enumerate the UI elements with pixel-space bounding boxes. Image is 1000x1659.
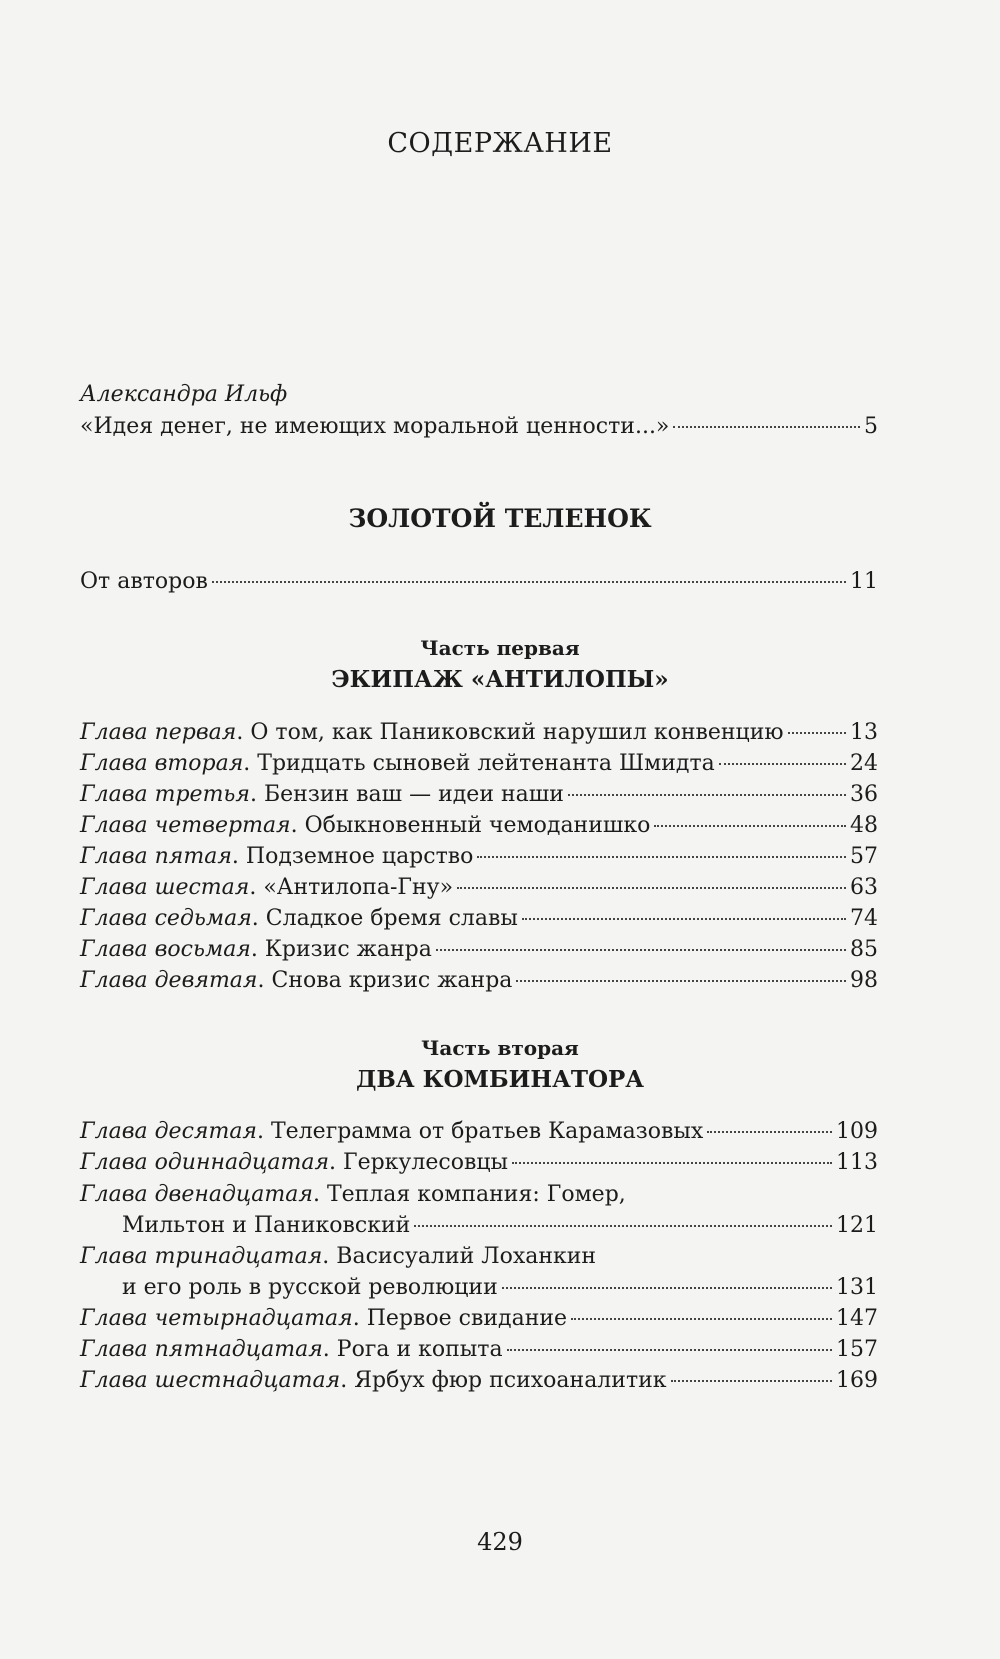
preface-author: Александра Ильф — [80, 382, 288, 407]
entry-title: От авторов — [80, 569, 208, 594]
toc-entry-chapter-15: Глава пятнадцатая. Рога и копыта 157 — [80, 1335, 878, 1365]
page-ref: 13 — [850, 720, 878, 745]
page-title: СОДЕРЖАНИЕ — [387, 128, 613, 159]
chapter-number: Глава одиннадцатая — [80, 1150, 330, 1175]
chapter-number: Глава четырнадцатая — [80, 1306, 353, 1331]
chapter-title: Снова кризис жанра — [271, 968, 513, 993]
chapter-title-cont: Мильтон и Паниковский — [122, 1213, 411, 1238]
chapter-title: Бензин ваш — идеи наши — [263, 782, 564, 807]
chapter-number: Глава восьмая — [80, 937, 251, 962]
chapter-title: «Антилопа-Гну» — [263, 875, 454, 900]
dot-leader — [516, 980, 846, 982]
page-ref: 85 — [850, 937, 878, 962]
toc-entry-preface — [80, 412, 878, 442]
page-ref: 11 — [850, 569, 878, 594]
chapter-number: Глава пятнадцатая — [80, 1337, 323, 1362]
dot-leader — [457, 887, 846, 889]
dot-leader — [654, 825, 846, 827]
chapter-title: Подземное царство — [245, 844, 474, 869]
part1-title: ЭКИПАЖ «АНТИЛОПЫ» — [331, 666, 669, 693]
toc-entry-chapter-10: Глава десятая. Телеграмма от братьев Карамазовых 109 — [80, 1117, 878, 1147]
toc-entry-chapter-5: Глава пятая. Подземное царство 57 — [80, 842, 878, 872]
chapter-number: Глава тринадцатая — [80, 1244, 323, 1269]
chapter-number: Глава шестая — [80, 875, 250, 900]
toc-entry-from-authors — [80, 567, 878, 597]
page-ref: 169 — [836, 1368, 878, 1393]
chapter-number: Глава третья — [80, 782, 250, 807]
page-ref: 109 — [836, 1119, 878, 1144]
toc-entry-chapter-14: Глава четырнадцатая. Первое свидание 147 — [80, 1304, 878, 1334]
dot-leader — [673, 426, 860, 428]
chapter-number: Глава пятая — [80, 844, 232, 869]
chapter-number: Глава вторая — [80, 751, 244, 776]
toc-entry-chapter-1: Глава первая. О том, как Паниковский нарушил конвенцию 13 — [80, 718, 878, 748]
dot-leader — [512, 1162, 832, 1164]
page-ref: 24 — [850, 751, 878, 776]
dot-leader — [707, 1131, 832, 1133]
page-ref: 113 — [836, 1150, 878, 1175]
toc-entry-chapter-9: Глава девятая. Снова кризис жанра 98 — [80, 966, 878, 996]
page-ref: 36 — [850, 782, 878, 807]
entry-title: «Идея денег, не имеющих моральной ценности...» — [80, 414, 670, 439]
chapter-title-cont: и его роль в русской революции — [122, 1275, 498, 1300]
chapter-title: Ярбух фюр психоаналитик — [354, 1368, 667, 1393]
page-number: 429 — [477, 1528, 523, 1556]
page-ref: 74 — [850, 906, 878, 931]
dot-leader — [671, 1380, 832, 1382]
page-ref: 5 — [864, 414, 878, 439]
chapter-title: Сладкое бремя славы — [265, 906, 518, 931]
toc-entry-chapter-11: Глава одиннадцатая. Геркулесовцы 113 — [80, 1148, 878, 1178]
dot-leader — [502, 1287, 832, 1289]
page-ref: 63 — [850, 875, 878, 900]
page-ref: 121 — [836, 1213, 878, 1238]
dot-leader — [477, 856, 846, 858]
chapter-number: Глава шестнадцатая — [80, 1368, 341, 1393]
chapter-title: Васисуалий Лоханкин — [336, 1244, 597, 1269]
page-ref: 48 — [850, 813, 878, 838]
toc-entry-chapter-7: Глава седьмая. Сладкое бремя славы 74 — [80, 904, 878, 934]
chapter-number: Глава четвертая — [80, 813, 291, 838]
dot-leader — [414, 1225, 832, 1227]
page-ref: 57 — [850, 844, 878, 869]
page-ref: 157 — [836, 1337, 878, 1362]
part2-title: ДВА КОМБИНАТОРА — [355, 1066, 645, 1093]
book-title: ЗОЛОТОЙ ТЕЛЕНОК — [348, 504, 652, 533]
page-ref: 147 — [836, 1306, 878, 1331]
chapter-number: Глава двенадцатая — [80, 1182, 313, 1207]
chapter-title: О том, как Паниковский нарушил конвенцию — [250, 720, 784, 745]
dot-leader — [212, 581, 846, 583]
dot-leader — [719, 763, 846, 765]
dot-leader — [788, 732, 846, 734]
dot-leader — [522, 918, 846, 920]
chapter-number: Глава первая — [80, 720, 237, 745]
chapter-title: Рога и копыта — [336, 1337, 503, 1362]
toc-entry-chapter-13-line2 — [122, 1273, 878, 1303]
chapter-number: Глава девятая — [80, 968, 258, 993]
chapter-title: Теплая компания: Гомер, — [326, 1182, 626, 1207]
dot-leader — [507, 1349, 832, 1351]
dot-leader — [568, 794, 846, 796]
chapter-title: Геркулесовцы — [343, 1150, 508, 1175]
dot-leader — [571, 1318, 832, 1320]
chapter-title: Первое свидание — [366, 1306, 568, 1331]
toc-entry-chapter-13-line1: Глава тринадцатая. Васисуалий Лоханкин — [80, 1244, 597, 1269]
chapter-number: Глава десятая — [80, 1119, 257, 1144]
toc-entry-chapter-8: Глава восьмая. Кризис жанра 85 — [80, 935, 878, 965]
part1-label: Часть первая — [420, 636, 580, 660]
toc-entry-chapter-6: Глава шестая. «Антилопа-Гну» 63 — [80, 873, 878, 903]
dot-leader — [436, 949, 846, 951]
toc-entry-chapter-12-line1: Глава двенадцатая. Теплая компания: Гомер, — [80, 1182, 626, 1207]
toc-entry-chapter-16: Глава шестнадцатая. Ярбух фюр психоаналитик 169 — [80, 1366, 878, 1396]
toc-entry-chapter-3: Глава третья. Бензин ваш — идеи наши 36 — [80, 780, 878, 810]
toc-entry-chapter-4: Глава четвертая. Обыкновенный чемоданишко 48 — [80, 811, 878, 841]
part2-label: Часть вторая — [421, 1036, 579, 1060]
page-ref: 131 — [836, 1275, 878, 1300]
chapter-title: Тридцать сыновей лейтенанта Шмидта — [257, 751, 715, 776]
toc-entry-chapter-2: Глава вторая. Тридцать сыновей лейтенанта Шмидта 24 — [80, 749, 878, 779]
toc-entry-chapter-12-line2 — [122, 1211, 878, 1241]
chapter-title: Кризис жанра — [264, 937, 432, 962]
page-ref: 98 — [850, 968, 878, 993]
chapter-title: Обыкновенный чемоданишко — [304, 813, 651, 838]
chapter-title: Телеграмма от братьев Карамазовых — [271, 1119, 704, 1144]
chapter-number: Глава седьмая — [80, 906, 252, 931]
